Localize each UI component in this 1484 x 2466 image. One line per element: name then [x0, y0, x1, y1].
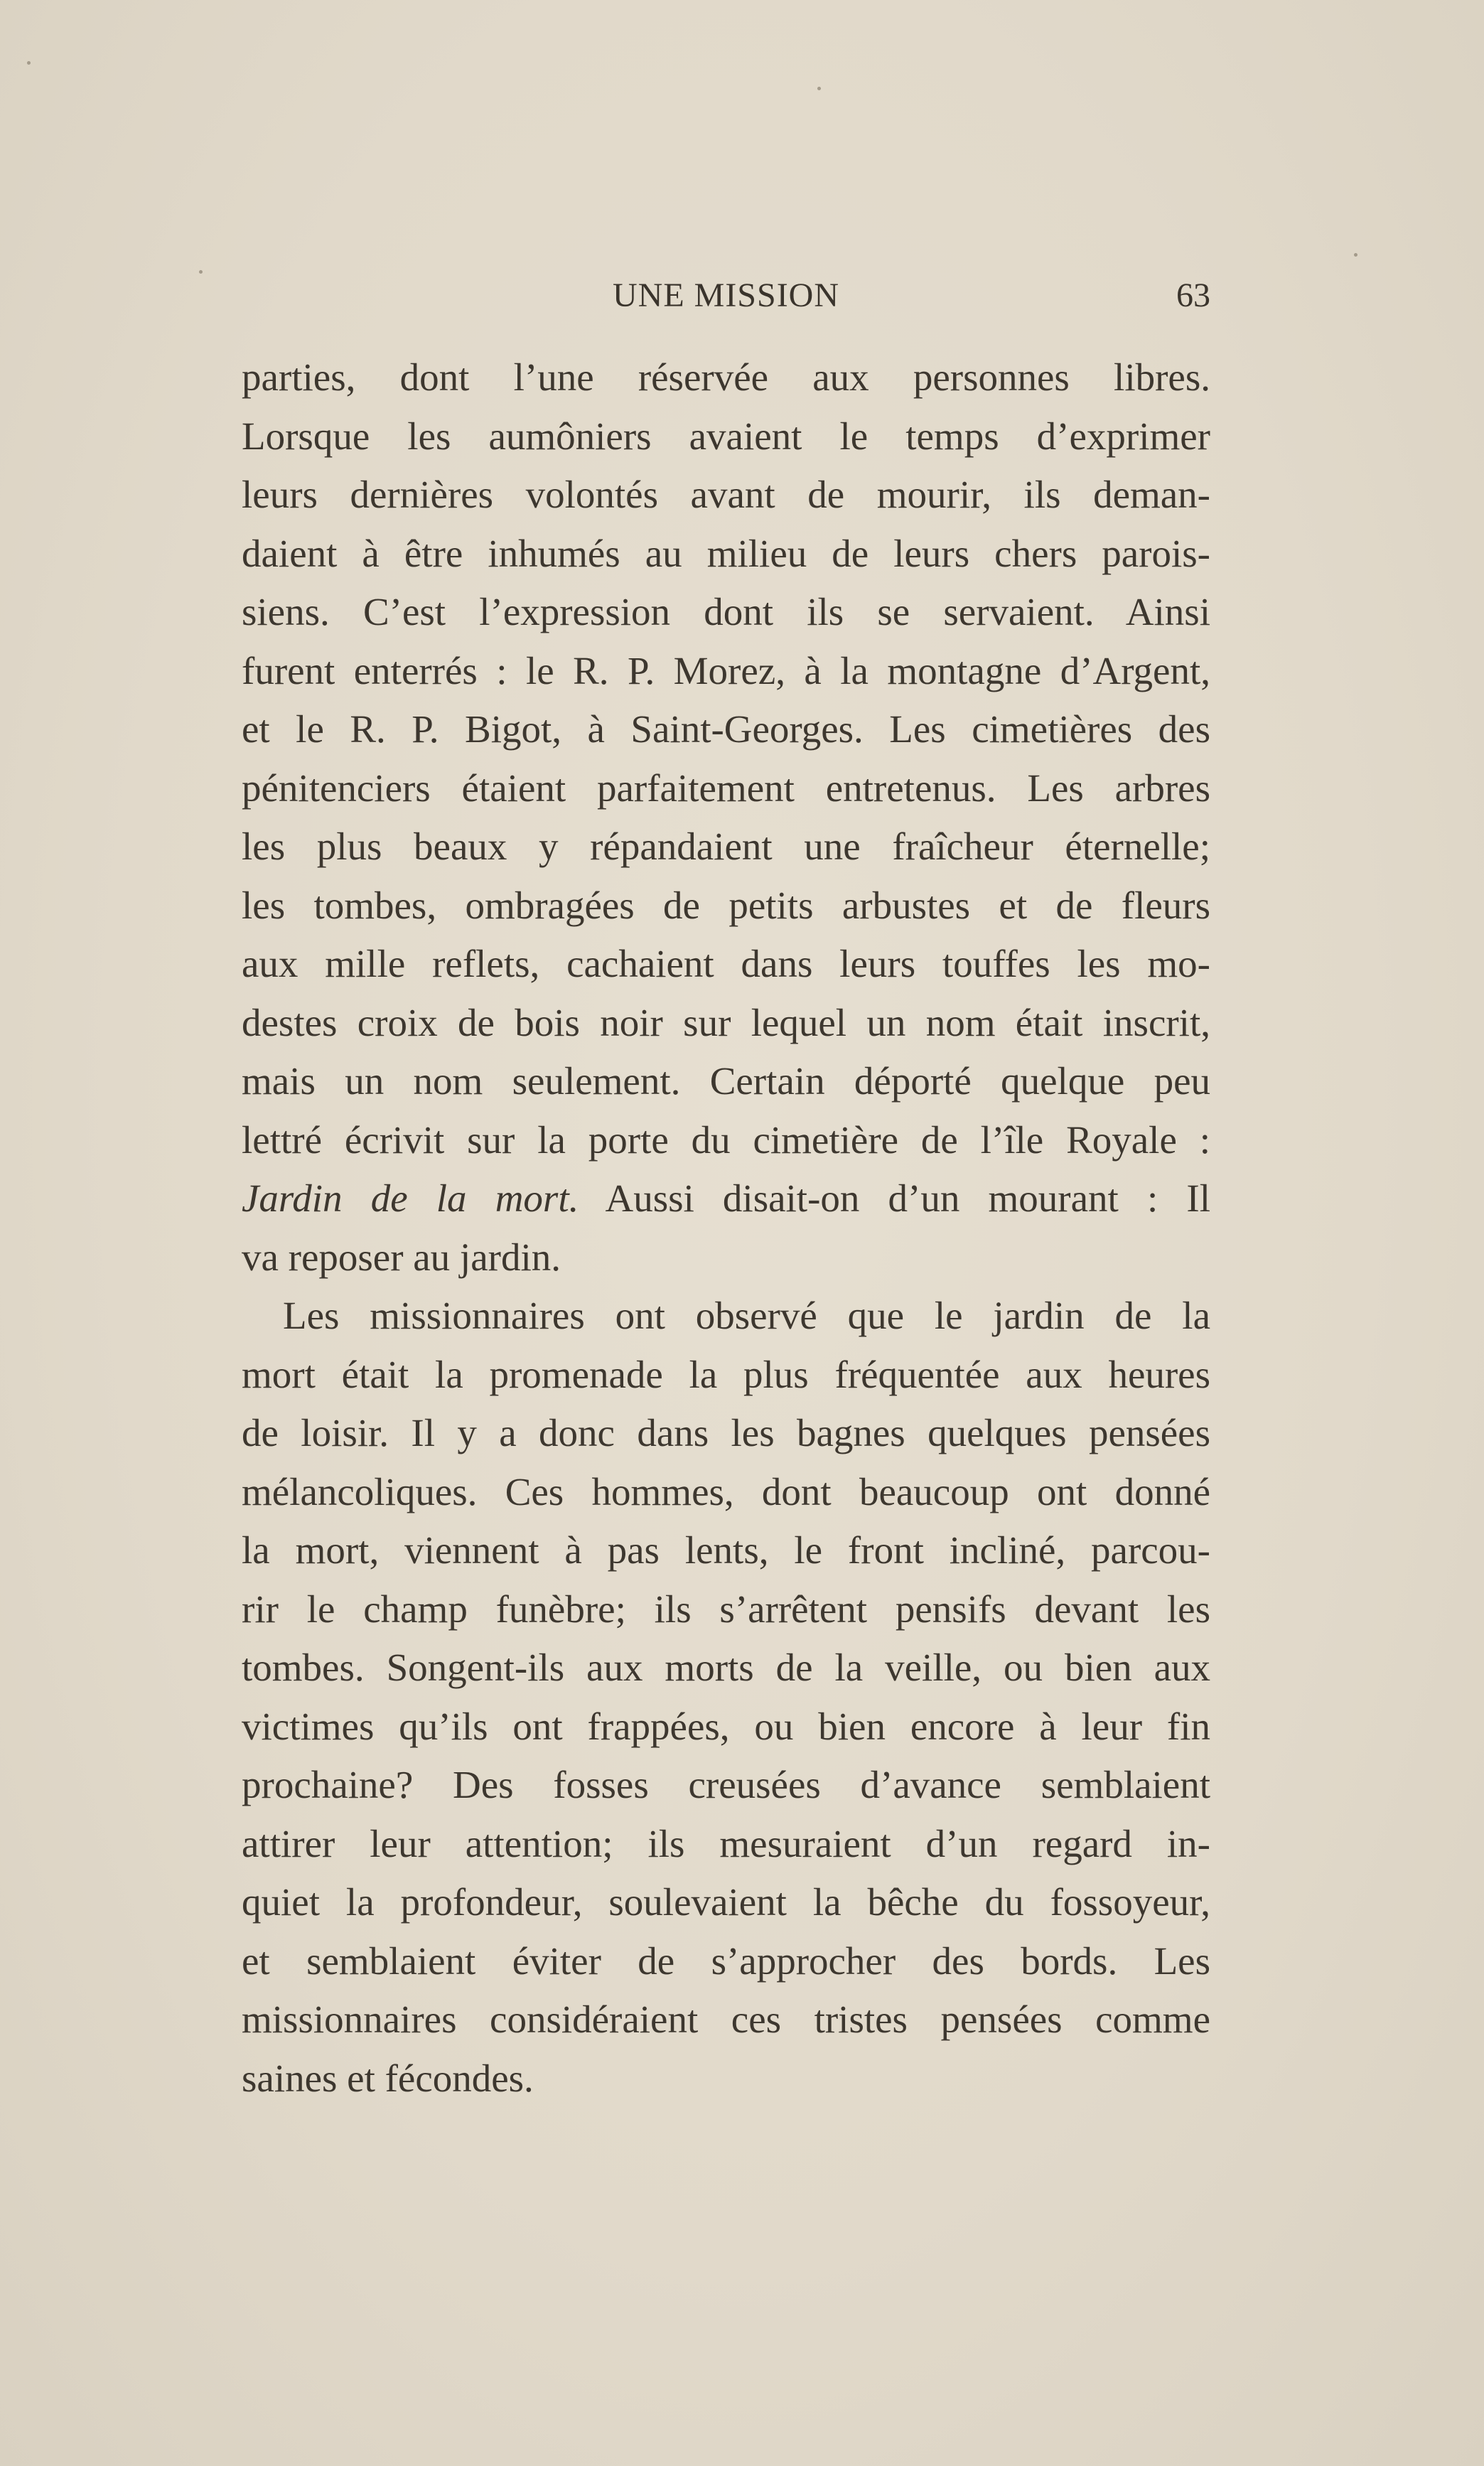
text-line: parties, dont l’une réservée aux personnes libres. — [242, 355, 1210, 399]
text-line: pénitenciers étaient parfaitement entretenus. Les arbres — [242, 766, 1210, 810]
body-text — [242, 348, 1210, 2108]
text-line: tombes. Songent-ils aux morts de la veille, ou bien aux — [242, 1646, 1210, 1689]
text-line: siens. C’est l’expression dont ils se servaient. Ainsi — [242, 590, 1210, 633]
paragraph — [242, 1287, 1210, 2108]
text-line: saines et fécondes. — [242, 2056, 534, 2100]
paper-speck — [199, 270, 203, 274]
text-line: attirer leur attention; ils mesuraient d’un regard in- — [242, 1821, 1210, 1865]
text-line: destes croix de bois noir sur lequel un nom était inscrit, — [242, 1000, 1210, 1044]
page-header — [242, 276, 1210, 333]
text-line: prochaine? Des fosses creusées d’avance semblaient — [242, 1763, 1210, 1806]
text-line: Lorsque les aumôniers avaient le temps d’exprimer — [242, 414, 1210, 458]
running-title: UNE MISSION — [612, 277, 839, 314]
text-line: les plus beaux y répandaient une fraîcheur éternelle; — [242, 825, 1210, 868]
text-line: quiet la profondeur, soulevaient la bêche du fossoyeur, — [242, 1880, 1210, 1924]
page-number: 63 — [1176, 277, 1210, 314]
text-line: victimes qu’ils ont frappées, ou bien encore à leur fin — [242, 1704, 1210, 1748]
text-line: missionnaires considéraient ces tristes pensées comme — [242, 1998, 1210, 2041]
text-line: va reposer au jardin. — [242, 1235, 561, 1279]
text-line: et le R. P. Bigot, à Saint-Georges. Les cimetières des — [242, 707, 1210, 751]
text-line — [242, 1169, 1210, 1228]
text-line: daient à être inhumés au milieu de leurs chers parois- — [242, 531, 1210, 575]
text-line: mélancoliques. Ces hommes, dont beaucoup ont donné — [242, 1469, 1210, 1513]
text-line: lettré écrivit sur la porte du cimetière de l’île Royale : — [242, 1117, 1210, 1162]
text-line: furent enterrés : le R. P. Morez, à la montagne d’Argent, — [242, 648, 1210, 692]
paper-speck — [1354, 253, 1357, 257]
text-line: les tombes, ombragées de petits arbustes et de fleurs — [242, 883, 1210, 927]
text-line: et semblaient éviter de s’approcher des bords. Les — [242, 1939, 1210, 1983]
text-line: de loisir. Il y a donc dans les bagnes quelques pensées — [242, 1411, 1210, 1454]
text-line: la mort, viennent à pas lents, le front incliné, parcou- — [242, 1528, 1210, 1572]
text-line: Les missionnaires ont observé que le jardin de la — [283, 1294, 1210, 1337]
paragraph — [242, 348, 1210, 1287]
italic-phrase: Jardin de la mort. — [242, 1176, 579, 1220]
text-line: mais un nom seulement. Certain déporté quelque peu — [242, 1059, 1210, 1103]
text-line: leurs dernières volontés avant de mourir, ils deman- — [242, 473, 1210, 516]
text-line: mort était la promenade la plus fréquentée aux heures — [242, 1352, 1210, 1396]
paper-speck — [817, 87, 821, 90]
paper-speck — [27, 61, 31, 65]
text-line: aux mille reflets, cachaient dans leurs touffes les mo- — [242, 942, 1210, 985]
text-segment: Aussi disait-on d’un mourant : Il — [579, 1176, 1210, 1220]
text-line: rir le champ funèbre; ils s’arrêtent pensifs devant les — [242, 1587, 1210, 1631]
